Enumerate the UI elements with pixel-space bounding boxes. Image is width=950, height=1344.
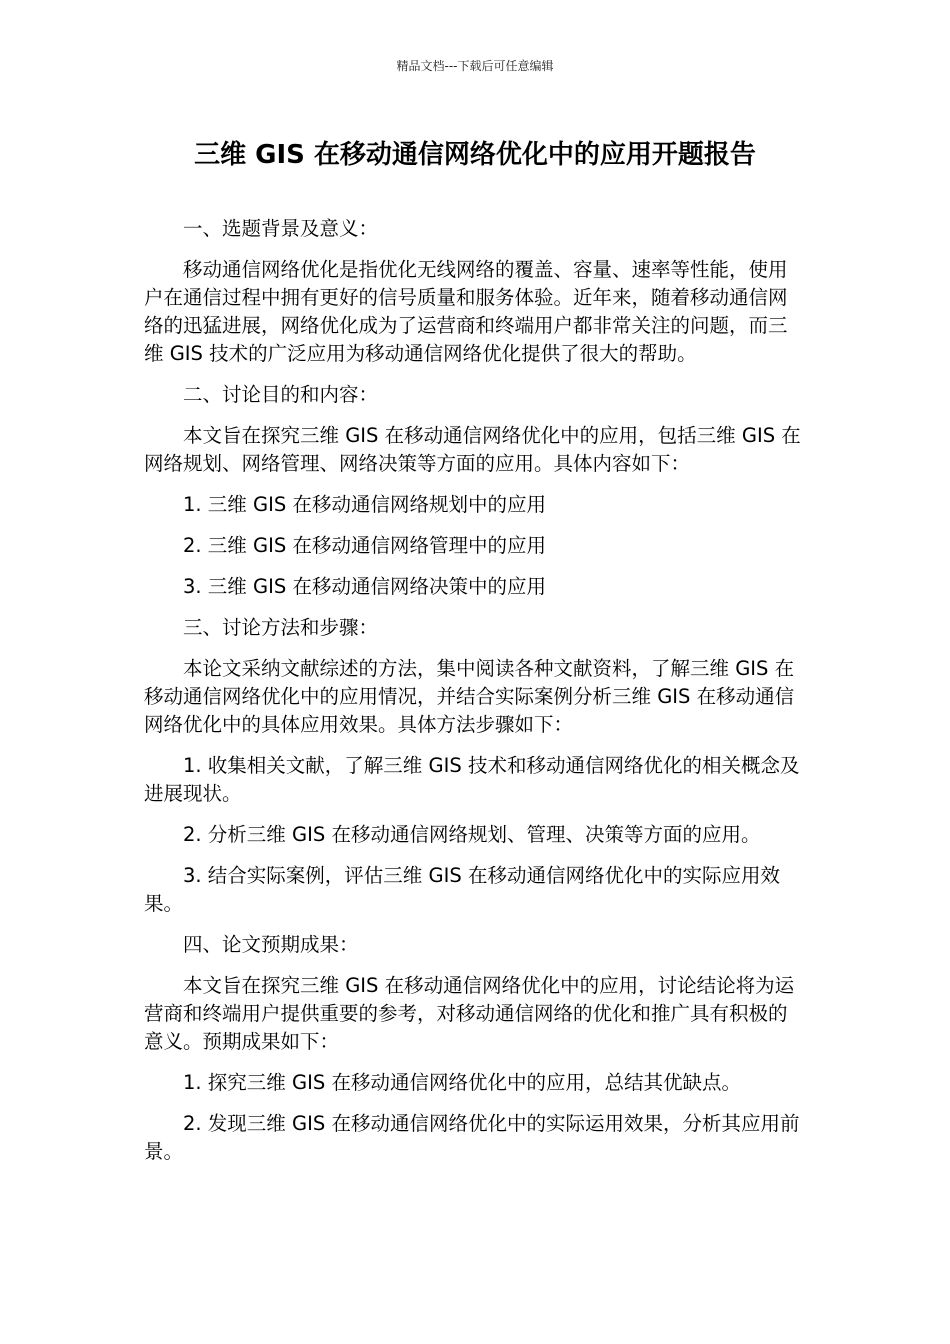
section-heading-outcomes: 四、论文预期成果：: [183, 933, 359, 956]
section-heading-background: 一、选题背景及意义：: [183, 217, 379, 240]
section-heading-methods: 三、讨论方法和步骤：: [183, 616, 379, 639]
paragraph-purpose: 本文旨在探究三维 GIS 在移动通信网络优化中的应用，包括三维 GIS 在网络规划、网络管理、网络决策等方面的应用。具体内容如下：: [144, 424, 801, 475]
paragraph-methods: 本论文采纳文献综述的方法，集中阅读各种文献资料，了解三维 GIS 在移动通信网络优化中的应用情况，并结合实际案例分析三维 GIS 在移动通信网络优化中的具体应用效果。具体方法步骤如下：: [144, 657, 795, 736]
document-title: 三维 GIS 在移动通信网络优化中的应用开题报告: [194, 140, 756, 170]
list-item-outcome-2: 2. 发现三维 GIS 在移动通信网络优化中的实际运用效果，分析其应用前景。: [144, 1112, 800, 1163]
list-item-step-3: 3. 结合实际案例，评估三维 GIS 在移动通信网络优化中的实际应用效果。: [144, 864, 780, 915]
list-item-outcome-1: 1. 探究三维 GIS 在移动通信网络优化中的应用，总结其优缺点。: [183, 1071, 741, 1094]
list-item-step-2: 2. 分析三维 GIS 在移动通信网络规划、管理、决策等方面的应用。: [183, 823, 761, 846]
list-item-content-2: 2. 三维 GIS 在移动通信网络管理中的应用: [183, 534, 546, 557]
document-body: [144, 215, 804, 1179]
header-note: 精品文档---下载后可任意编辑: [396, 59, 554, 73]
paragraph-background: 移动通信网络优化是指优化无线网络的覆盖、容量、速率等性能，使用户在通信过程中拥有更好的信号质量和服务体验。近年来，随着移动通信网络的迅猛进展，网络优化成为了运营商和终端用户都非常关注的问题，而三维 GIS 技术的广泛应用为移动通信网络优化提供了很大的帮助。: [144, 258, 788, 365]
list-item-content-3: 3. 三维 GIS 在移动通信网络决策中的应用: [183, 575, 546, 598]
section-heading-purpose: 二、讨论目的和内容：: [183, 383, 379, 406]
list-item-step-1: 1. 收集相关文献，了解三维 GIS 技术和移动通信网络优化的相关概念及进展现状。: [144, 754, 800, 805]
paragraph-outcomes: 本文旨在探究三维 GIS 在移动通信网络优化中的应用，讨论结论将为运营商和终端用户提供重要的参考，对移动通信网络的优化和推广具有积极的意义。预期成果如下：: [144, 974, 795, 1053]
list-item-content-1: 1. 三维 GIS 在移动通信网络规划中的应用: [183, 493, 546, 516]
